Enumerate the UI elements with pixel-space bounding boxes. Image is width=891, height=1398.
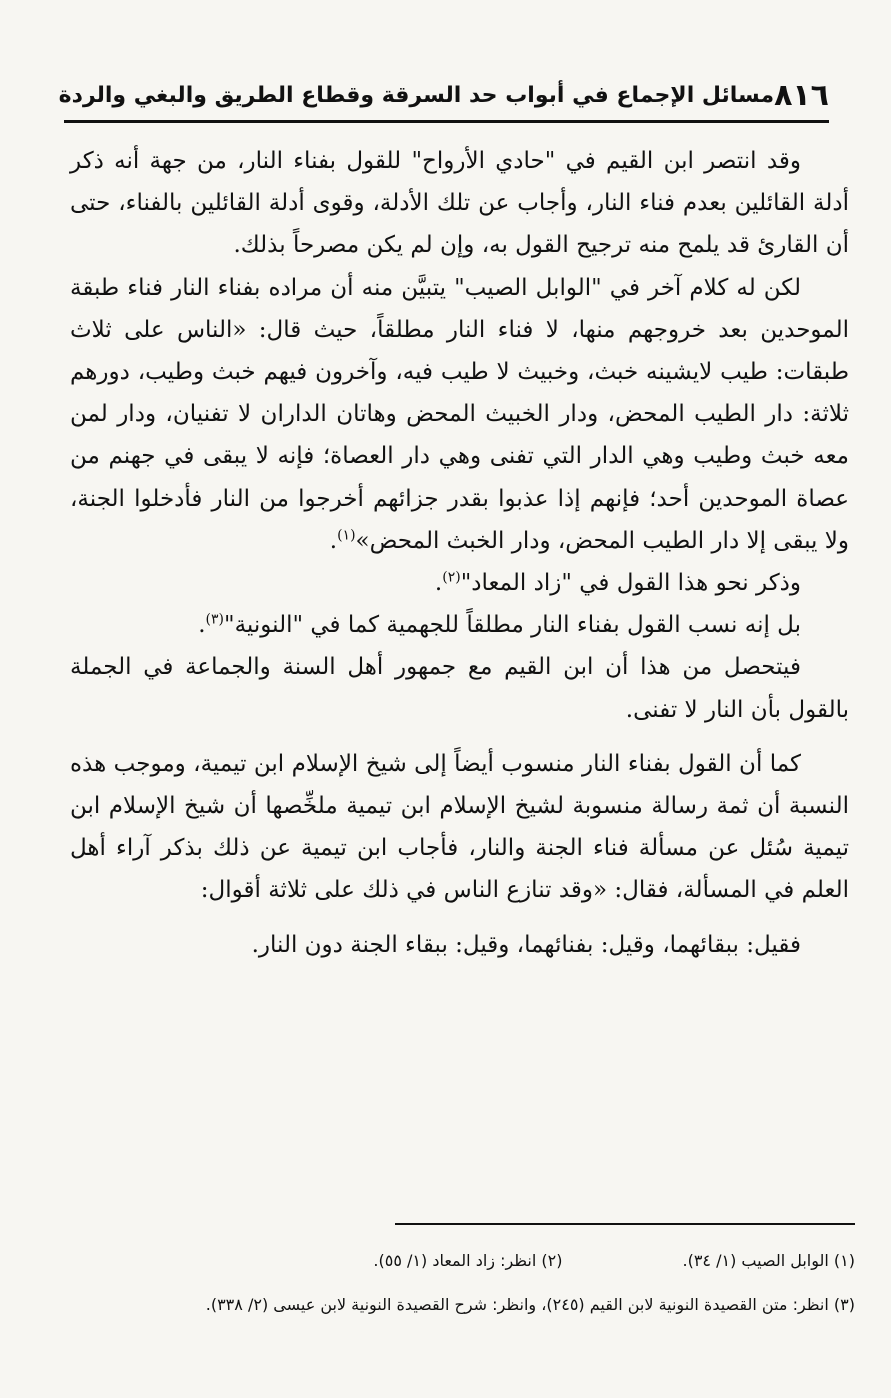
paragraph-7: فقيل: ببقائهما، وقيل: بفنائهما، وقيل: ببقاء الجنة دون النار. xyxy=(251,931,801,958)
footnote-row xyxy=(70,1292,855,1318)
paragraph-4: بل إنه نسب القول بفناء النار مطلقاً للجهمية كما في "النونية"$^{(٣)}$. xyxy=(198,611,801,639)
footnote-1: (١) الوابل الصيب (١/ ٣٤). xyxy=(682,1251,855,1270)
footnote-row xyxy=(70,1248,855,1274)
footnote-rule xyxy=(395,1223,855,1225)
paragraph-3: وذكر نحو هذا القول في "زاد المعاد"$^{(٢)}$. xyxy=(434,569,801,597)
paragraph-1: وقد انتصر ابن القيم في "حادي الأرواح" للقول بفناء النار، من جهة أنه ذكر أدلة القائلين بعدم فناء النار، وأجاب عن تلك الأدلة، وقوى أدلة القائلين بالفناء، حتى أن القارئ قد يلمح منه ترجيح القول به، وإن لم يكن مصرحاً بذلك. xyxy=(70,148,849,259)
paragraph-2: لكن له كلام آخر في "الوابل الصيب" يتبيَّن منه أن مراده بفناء النار فناء طبقة الموحدين بعد خروجهم منها، لا فناء النار مطلقاً، حيث قال: «الناس على ثلاث طبقات: طيب لايشينه خبث، وخبيث لا طيب فيه، وآخرون فيهم خبث وطيب، دورهم ثلاثة: دار الطيب المحض، ودار الخبيث المحض وهاتان الداران لا تفنيان، ودار لمن معه خبث وطيب وهي الدار التي تفنى وهي دار العصاة؛ فإنه لا يبقى في جهنم من عصاة الموحدين أحد؛ فإنهم إذا عذبوا بقدر جزائهم أخرجوا من النار فأدخلوا الجنة، ولا يبقى إلا دار الطيب المحض، ودار الخبث المحض»$^{(١)}$. xyxy=(70,274,849,554)
paragraph-6: كما أن القول بفناء النار منسوب أيضاً إلى شيخ الإسلام ابن تيمية، وموجب هذه النسبة أن ثمة رسالة منسوبة لشيخ الإسلام ابن تيمية ملخِّصها أن شيخ الإسلام ابن تيمية سُئل عن مسألة فناء الجنة والنار، فأجاب ابن تيمية عن ذلك بذكر آراء أهل العلم في المسألة، فقال: «وقد تنازع الناس في ذلك على ثلاثة أقوال: xyxy=(70,750,849,904)
page-number: ٨١٦ xyxy=(774,78,829,113)
footnote-ref-3: (٣) xyxy=(205,611,224,628)
main-text xyxy=(70,140,849,966)
footnote-ref-1: (١) xyxy=(337,527,356,544)
paragraph-5: فيتحصل من هذا أن ابن القيم مع جمهور أهل السنة والجماعة في الجملة بالقول بأن النار لا تفنى. xyxy=(70,654,849,723)
running-title: مسائل الإجماع في أبواب حد السرقة وقطاع الطريق والبغي والردة xyxy=(58,83,775,108)
footnotes xyxy=(70,1248,855,1336)
header-rule xyxy=(64,120,829,123)
footnote-ref-2: (٢) xyxy=(442,569,461,586)
footnote-3: (٣) انظر: متن القصيدة النونية لابن القيم (٢٤٥)، وانظر: شرح القصيدة النونية لابن عيسى (٢/ ٣٣٨). xyxy=(205,1295,855,1314)
footnote-2: (٢) انظر: زاد المعاد (١/ ٥٥). xyxy=(373,1251,563,1270)
page-header xyxy=(58,66,829,116)
